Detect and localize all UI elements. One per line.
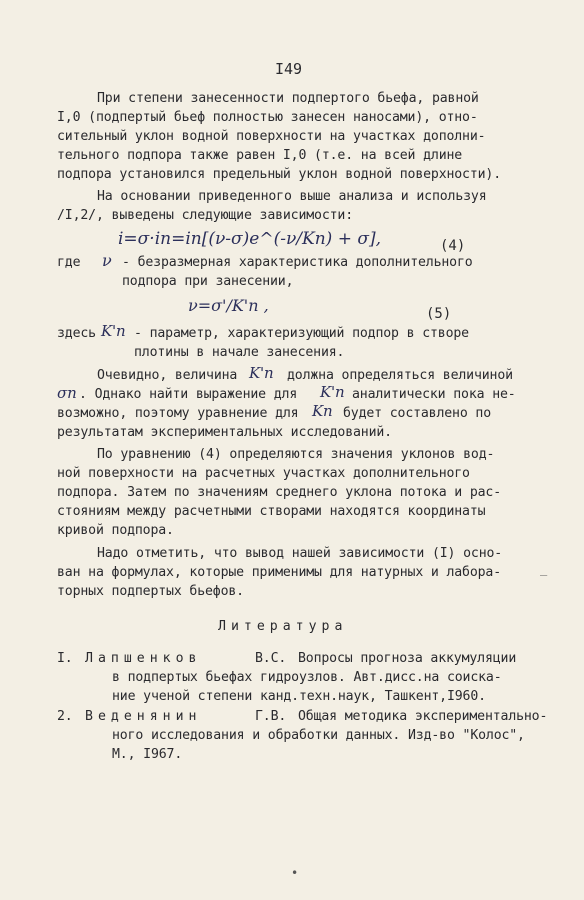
text-line: Надо отметить, что вывод нашей зависимости (I) осно- xyxy=(97,546,503,561)
text-line: I,0 (подпертый бьеф полностью занесен наносами), отно- xyxy=(57,110,478,125)
equation-5: ν=σ'/K'п , xyxy=(188,296,269,315)
text-line: - безразмерная характеристика дополнительного xyxy=(122,255,473,270)
text-line: стояниям между расчетными створами находятся координаты xyxy=(57,504,486,519)
equation-number: (5) xyxy=(426,306,452,322)
reference-text: ние ученой степени канд.техн.наук, Ташкент,I960. xyxy=(112,689,486,704)
text-line: будет составлено по xyxy=(343,406,492,421)
reference-number: I. xyxy=(57,651,73,666)
reference-text: М., I967. xyxy=(112,747,183,762)
page-number: I49 xyxy=(275,60,303,78)
paper-mark: _ xyxy=(540,562,548,576)
reference-text: ного исследования и обработки данных. Изд-во "Колос", xyxy=(112,728,525,743)
reference-text: Вопросы прогноза аккумуляции xyxy=(298,651,517,666)
text-line: /I,2/, выведены следующие зависимости: xyxy=(57,208,354,223)
reference-text: в подпертых бьефах гидроузлов. Авт.дисс.на соиска- xyxy=(112,670,502,685)
text-line: возможно, поэтому уравнение для xyxy=(57,406,299,421)
k-symbol: K'п xyxy=(101,322,126,340)
sigma-symbol: σп xyxy=(57,384,77,402)
references-heading: Литература xyxy=(218,619,348,634)
text-line: подпора. Затем по значениям среднего уклона потока и рас- xyxy=(57,485,502,500)
k-symbol: K'п xyxy=(249,364,274,382)
equation-number: (4) xyxy=(440,238,466,254)
k-symbol: K'п xyxy=(320,383,345,401)
text-line: результатам экспериментальных исследований. xyxy=(57,425,392,440)
text-line: подпора при занесении, xyxy=(122,274,294,289)
nu-symbol: ν xyxy=(102,251,112,270)
reference-initials: В.С. xyxy=(255,651,287,666)
reference-initials: Г.В. xyxy=(255,709,287,724)
reference-author: Веденянин xyxy=(85,709,202,724)
k-symbol: Kп xyxy=(312,402,333,420)
text-line: плотины в начале занесения. xyxy=(134,345,345,360)
text-line: кривой подпора. xyxy=(57,523,174,538)
reference-author: Лапшенков xyxy=(85,651,202,666)
text-line: торных подпертых бьефов. xyxy=(57,584,244,599)
text-line: должна определяться величиной xyxy=(287,368,513,383)
text-line: подпора установился предельный уклон водной поверхности). xyxy=(57,167,502,182)
text-line: По уравнению (4) определяются значения уклонов вод- xyxy=(97,447,495,462)
text-line: - параметр, характеризующий подпор в створе xyxy=(134,326,469,341)
text-line: Очевидно, величина xyxy=(97,368,238,383)
text-line: сительный уклон водной поверхности на участках дополни- xyxy=(57,129,486,144)
text-line: аналитически пока не- xyxy=(352,387,516,402)
text-line: На основании приведенного выше анализа и используя xyxy=(97,189,487,204)
text-line: ван на формулах, которые применимы для натурных и лабора- xyxy=(57,565,502,580)
reference-number: 2. xyxy=(57,709,73,724)
text-line: ной поверхности на расчетных участках дополнительного xyxy=(57,466,470,481)
text-line: . Однако найти выражение для xyxy=(79,387,298,402)
where-prefix: здесь xyxy=(57,326,96,341)
text-line: тельного подпора также равен I,0 (т.е. на всей длине xyxy=(57,148,463,163)
text-line: При степени занесенности подпертого бьефа, равной xyxy=(97,91,479,106)
equation-4: i=σ·iп=iп[(ν-σ)e^(-ν/Kп) + σ], xyxy=(118,229,382,249)
paper-mark: • xyxy=(291,866,299,880)
reference-text: Общая методика экспериментально- xyxy=(298,709,548,724)
where-prefix: где xyxy=(57,255,81,270)
